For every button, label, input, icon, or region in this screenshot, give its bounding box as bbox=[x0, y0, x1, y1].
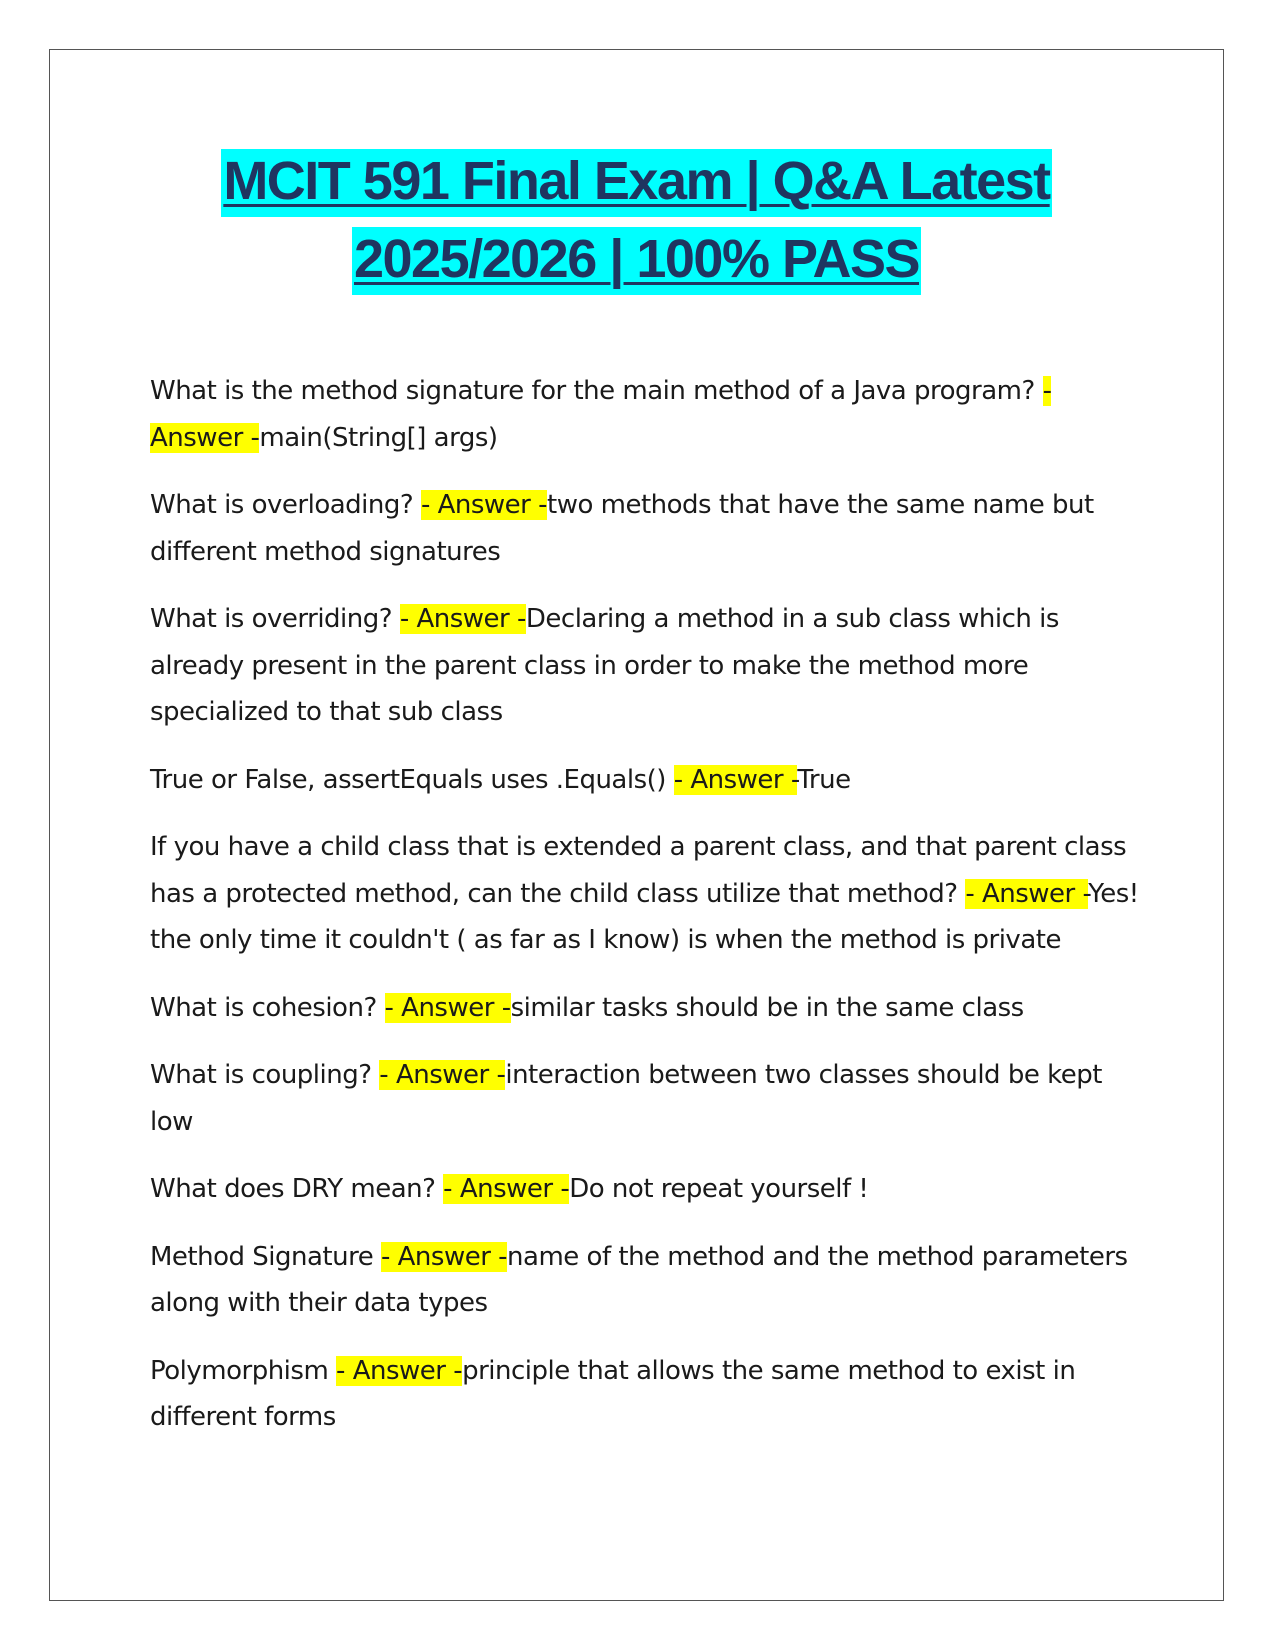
qa-item bbox=[150, 482, 1150, 575]
title-line-1: MCIT 591 Final Exam | Q&A Latest bbox=[221, 149, 1051, 217]
answer-marker: - Answer - bbox=[673, 764, 798, 795]
answer-marker: - Answer - bbox=[379, 1060, 506, 1090]
question-text: True or False, assertEquals uses .Equals() bbox=[150, 764, 674, 795]
qa-item bbox=[150, 596, 1150, 736]
answer-marker: - Answer - bbox=[336, 1355, 463, 1386]
answer-text: name of the method and the method parameters along with their data types bbox=[150, 1241, 1128, 1318]
question-text: What is coupling? bbox=[150, 1060, 380, 1090]
question-text: What does DRY mean? bbox=[150, 1174, 444, 1204]
answer-text: main(String[] args) bbox=[259, 422, 498, 453]
answer-marker: - Answer - bbox=[420, 490, 547, 520]
qa-item bbox=[150, 368, 1150, 461]
answer-marker: - Answer - bbox=[384, 992, 511, 1023]
qa-list bbox=[150, 368, 1150, 1462]
answer-text: principle that allows the same method to exist in different forms bbox=[150, 1355, 1076, 1432]
question-text: What is overloading? bbox=[150, 490, 421, 520]
qa-item bbox=[150, 1052, 1150, 1145]
qa-item bbox=[150, 757, 1150, 804]
answer-text: Declaring a method in a sub class which is already present in the parent class in order to make the method more specialized to that sub class bbox=[150, 604, 1059, 727]
answer-marker: - Answer - bbox=[965, 878, 1089, 909]
answer-text: similar tasks should be in the same class bbox=[510, 992, 1024, 1023]
answer-text: Yes! the only time it couldn't ( as far as I know) is when the method is private bbox=[150, 878, 1139, 955]
answer-marker: - Answer - bbox=[443, 1174, 570, 1204]
title-line-1-row bbox=[49, 146, 1224, 224]
answer-text: True bbox=[797, 764, 851, 795]
document-title bbox=[49, 146, 1224, 302]
question-text: What is cohesion? bbox=[150, 992, 385, 1023]
qa-item bbox=[150, 1166, 1150, 1213]
answer-text: Do not repeat yourself ! bbox=[569, 1174, 869, 1204]
question-text: If you have a child class that is extended a parent class, and that parent class has a protected method, can the child class utilize that method? bbox=[150, 832, 1127, 909]
question-text: What is the method signature for the main method of a Java program? bbox=[150, 376, 1043, 406]
answer-marker: - Answer - bbox=[399, 604, 526, 634]
qa-item bbox=[150, 985, 1150, 1032]
qa-item bbox=[150, 1348, 1150, 1441]
answer-text: interaction between two classes should be kept low bbox=[150, 1060, 1102, 1137]
answer-marker: - Answer - bbox=[380, 1241, 508, 1272]
question-text: Method Signature bbox=[150, 1241, 381, 1272]
qa-item bbox=[150, 824, 1150, 964]
answer-text: two methods that have the same name but different method signatures bbox=[150, 490, 1094, 567]
question-text: What is overriding? bbox=[150, 604, 400, 634]
answer-marker: - Answer - bbox=[150, 376, 1052, 453]
title-line-2-row bbox=[49, 224, 1224, 302]
question-text: Polymorphism bbox=[150, 1355, 337, 1386]
title-line-2: 2025/2026 | 100% PASS bbox=[352, 227, 921, 295]
qa-item bbox=[150, 1234, 1150, 1327]
